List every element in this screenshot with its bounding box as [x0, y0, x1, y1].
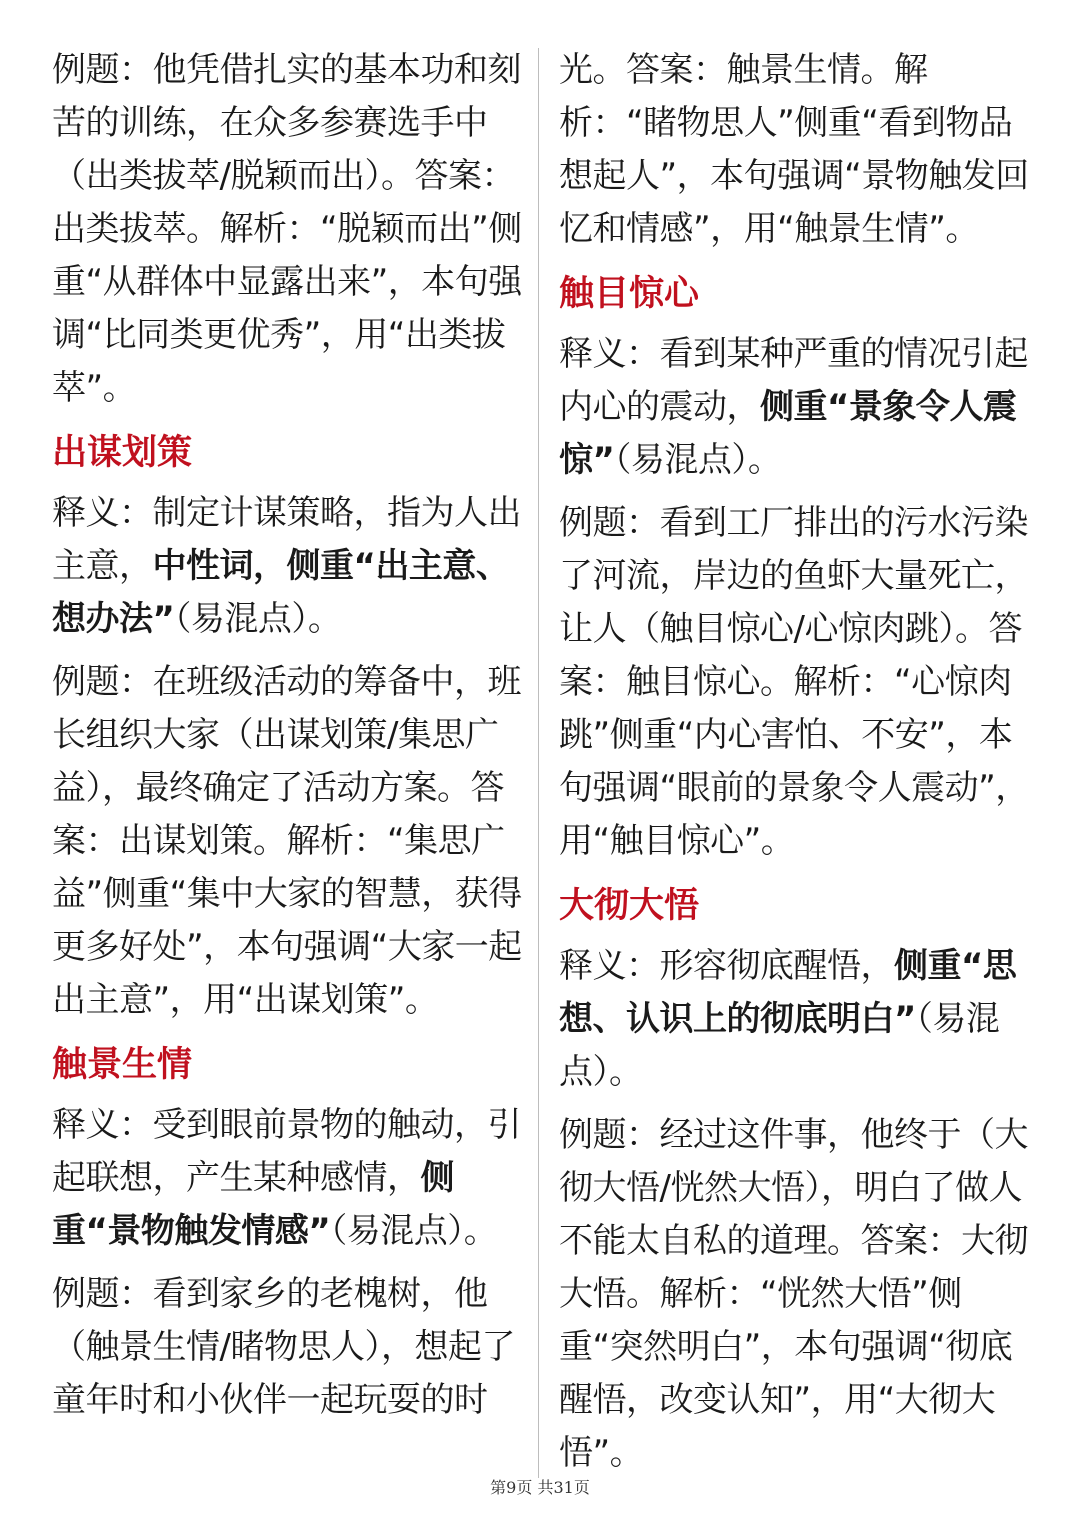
- definition-text: 释义：看到某种严重的情况引起内心的震动，: [559, 334, 1028, 427]
- example-paragraph: 例题：在班级活动的筹备中，班长组织大家（出谋划策/集思广益），最终确定了活动方案。答案：出谋划策。解析：“集思广益”侧重“集中大家的智慧，获得更多好处”，本句强调“大家一起出主意”，用“出谋划策”。: [52, 662, 522, 1020]
- footer-suffix: 页: [573, 1478, 590, 1497]
- example-continuation: 光。答案：触景生情。解析：“睹物思人”侧重“看到物品想起人”，本句强调“景物触发回忆和情感”，用“触景生情”。: [559, 50, 1029, 249]
- definition-note: （易混点）。: [614, 440, 782, 480]
- page-number: 9: [506, 1478, 517, 1497]
- definition-emphasis: 侧重“思想、认识上的彻底明白”: [559, 946, 1017, 1039]
- footer-middle: 页 共: [516, 1478, 554, 1497]
- definition-text: 释义：形容彻底醒悟，: [559, 946, 894, 986]
- idiom-heading: 大彻大悟: [559, 886, 700, 926]
- idiom-heading: 出谋划策: [52, 433, 193, 473]
- idiom-heading: 触目惊心: [559, 274, 700, 314]
- definition-paragraph: [559, 328, 1041, 487]
- total-pages: 31: [553, 1478, 574, 1497]
- left-column: [52, 44, 522, 1427]
- right-column: [559, 44, 1041, 1480]
- example-paragraph: 例题：看到工厂排出的污水污染了河流，岸边的鱼虾大量死亡，让人（触目惊心/心惊肉跳）。答案：触目惊心。解析：“心惊肉跳”侧重“内心害怕、不安”，本句强调“眼前的景象令人震动”，用“触目惊心”。: [559, 503, 1029, 861]
- definition-text: 释义：受到眼前景物的触动，引起联想，产生某种感情，: [52, 1105, 521, 1198]
- definition-text: 释义：制定计谋策略，指为人出主意，: [52, 493, 521, 586]
- definition-paragraph: [52, 1099, 522, 1258]
- definition-paragraph: [559, 940, 1041, 1099]
- definition-paragraph: [52, 487, 522, 646]
- footer-prefix: 第: [490, 1478, 507, 1497]
- definition-note: （易混点）。: [559, 999, 1000, 1092]
- definition-note: （易混点）。: [174, 599, 342, 639]
- idiom-heading: 触景生情: [52, 1045, 193, 1085]
- definition-note: （易混点）。: [330, 1211, 498, 1251]
- page-footer: [0, 1475, 1080, 1498]
- definition-emphasis: 侧重“景物触发情感”: [52, 1158, 454, 1251]
- example-paragraph: 例题：经过这件事，他终于（大彻大悟/恍然大悟），明白了做人不能太自私的道理。答案：大彻大悟。解析：“恍然大悟”侧重“突然明白”，本句强调“彻底醒悟，改变认知”，用“大彻大悟”。: [559, 1115, 1028, 1473]
- example-paragraph: 例题：看到家乡的老槐树，他（触景生情/睹物思人），想起了童年时和小伙伴一起玩耍的时: [52, 1274, 515, 1420]
- column-divider: [538, 48, 539, 1478]
- definition-emphasis: 中性词，侧重“出主意、想办法”: [52, 546, 510, 639]
- definition-emphasis: 侧重“景象令人震惊”: [559, 387, 1017, 480]
- example-paragraph: 例题：他凭借扎实的基本功和刻苦的训练，在众多参赛选手中（出类拔萃/脱颖而出）。答案：出类拔萃。解析：“脱颖而出”侧重“从群体中显露出来”，本句强调“比同类更优秀”，用“出类拔萃”。: [52, 50, 522, 408]
